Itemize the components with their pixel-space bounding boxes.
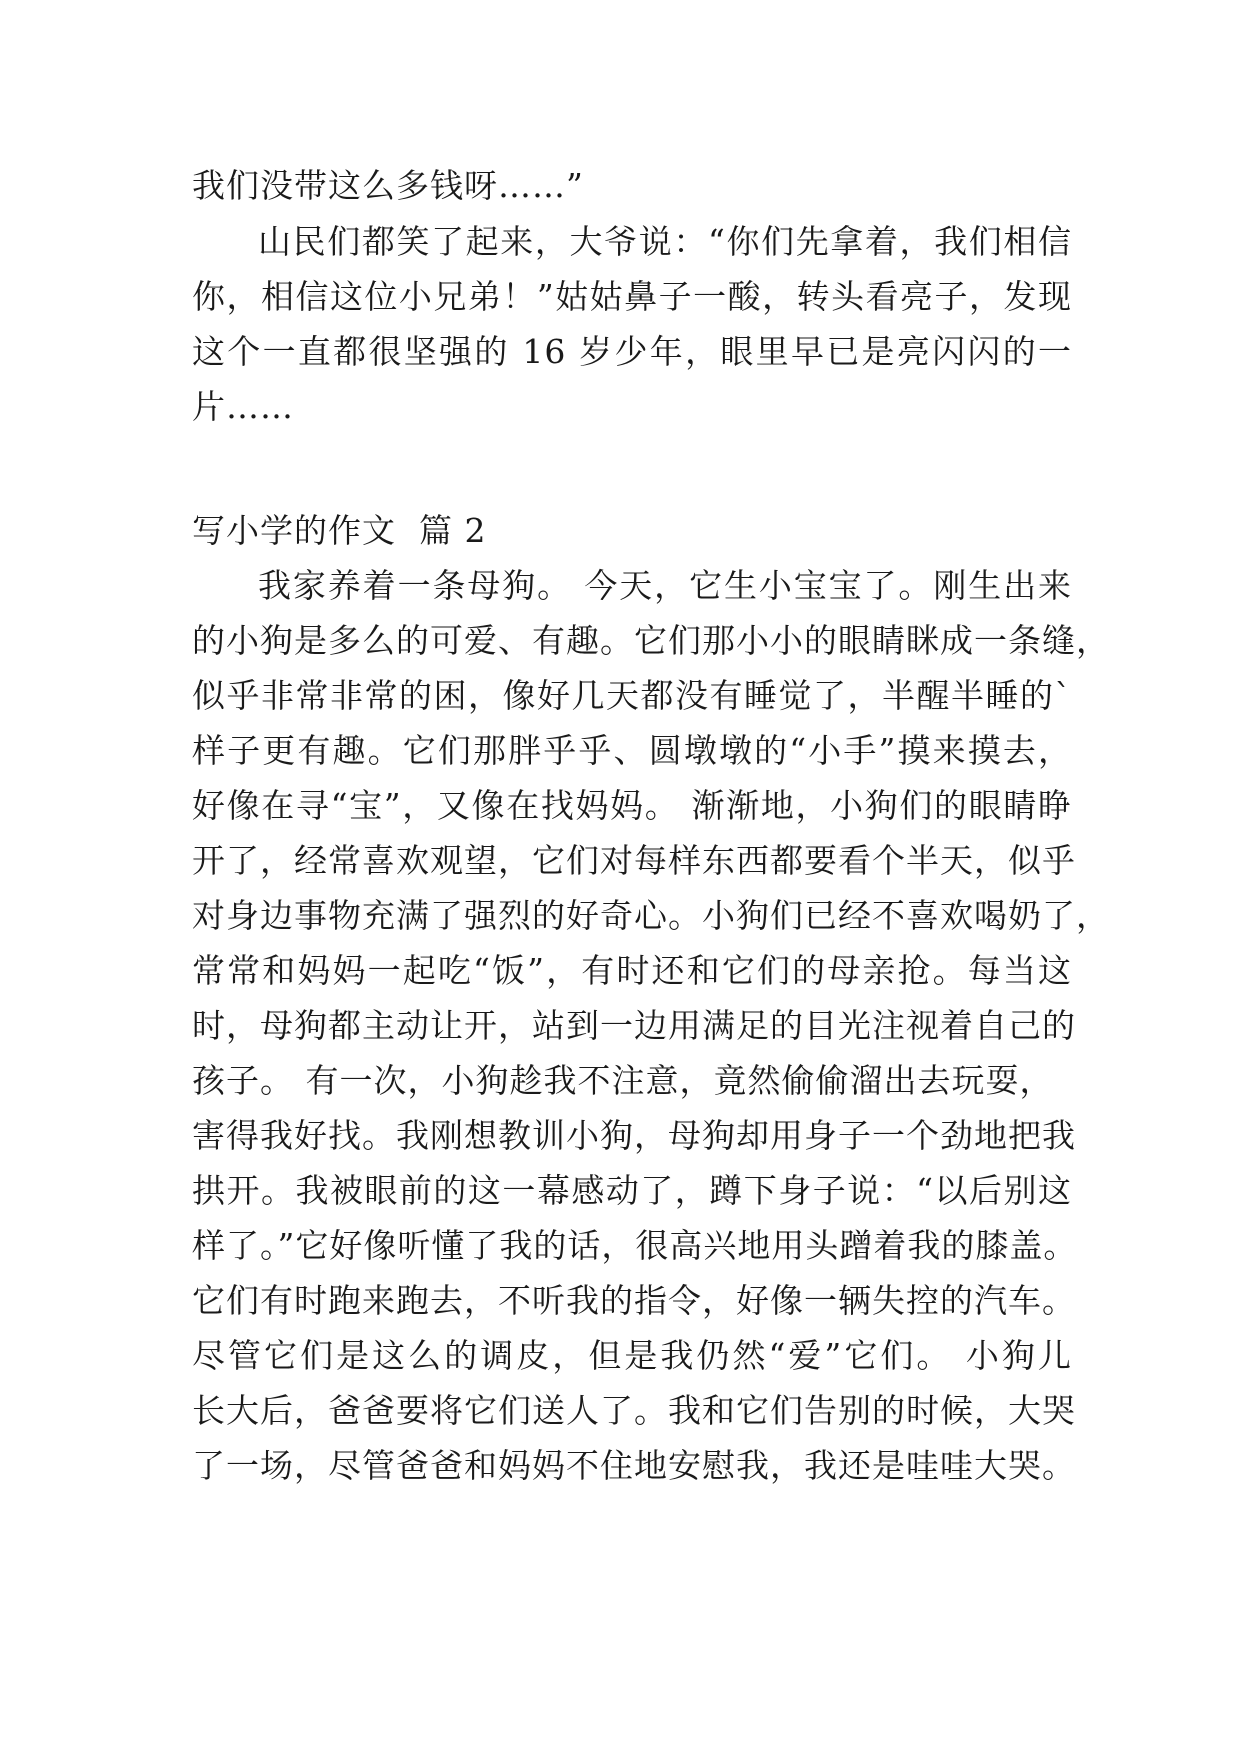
section-title: 写小学的作文 篇 2 [192,511,487,550]
paragraph-line: 了一场，尽管爸爸和妈妈不住地安慰我，我还是哇哇大哭。 [192,1446,1076,1485]
paragraph-line: 山民们都笑了起来，大爷说：“你们先拿着，我们相信 [258,222,1072,261]
paragraph-line: 的小狗是多么的可爱、有趣。它们那小小的眼睛眯成一条缝， [192,621,1110,660]
paragraph-line: 拱开。我被眼前的这一幕感动了，蹲下身子说：“以后别这 [192,1171,1072,1210]
paragraph-line: 我们没带这么多钱呀……” [192,166,584,205]
paragraph-line: 样子更有趣。它们那胖乎乎、圆墩墩的“小手”摸来摸去， [192,731,1072,770]
paragraph-line: 你，相信这位小兄弟！”姑姑鼻子一酸，转头看亮子，发现 [192,277,1072,316]
paragraph-line: 似乎非常非常的困，像好几天都没有睡觉了，半醒半睡的` [192,676,1072,715]
paragraph-line: 好像在寻“宝”，又像在找妈妈。 渐渐地，小狗们的眼睛睁 [192,786,1072,825]
paragraph-line: 这个一直都很坚强的 16 岁少年，眼里早已是亮闪闪的一 [192,332,1072,371]
paragraph-line: 我家养着一条母狗。 今天，它生小宝宝了。刚生出来 [258,566,1072,605]
paragraph-line: 害得我好找。我刚想教训小狗，母狗却用身子一个劲地把我 [192,1116,1076,1155]
paragraph-line: 片…… [192,387,294,426]
paragraph-line: 尽管它们是这么的调皮，但是我仍然“爱”它们。 小狗儿 [192,1336,1072,1375]
paragraph-line: 孩子。 有一次，小狗趁我不注意，竟然偷偷溜出去玩耍， [192,1061,1054,1100]
paragraph-line: 对身边事物充满了强烈的好奇心。小狗们已经不喜欢喝奶了， [192,896,1110,935]
paragraph-line: 时，母狗都主动让开，站到一边用满足的目光注视着自己的 [192,1006,1076,1045]
paragraph-line: 长大后，爸爸要将它们送人了。我和它们告别的时候，大哭 [192,1391,1076,1430]
paragraph-line: 样了。”它好像听懂了我的话，很高兴地用头蹭着我的膝盖。 [192,1226,1078,1265]
paragraph-line: 常常和妈妈一起吃“饭”，有时还和它们的母亲抢。每当这 [192,951,1072,990]
paragraph-line: 它们有时跑来跑去，不听我的指令，好像一辆失控的汽车。 [192,1281,1076,1320]
paragraph-line: 开了，经常喜欢观望，它们对每样东西都要看个半天，似乎 [192,841,1076,880]
